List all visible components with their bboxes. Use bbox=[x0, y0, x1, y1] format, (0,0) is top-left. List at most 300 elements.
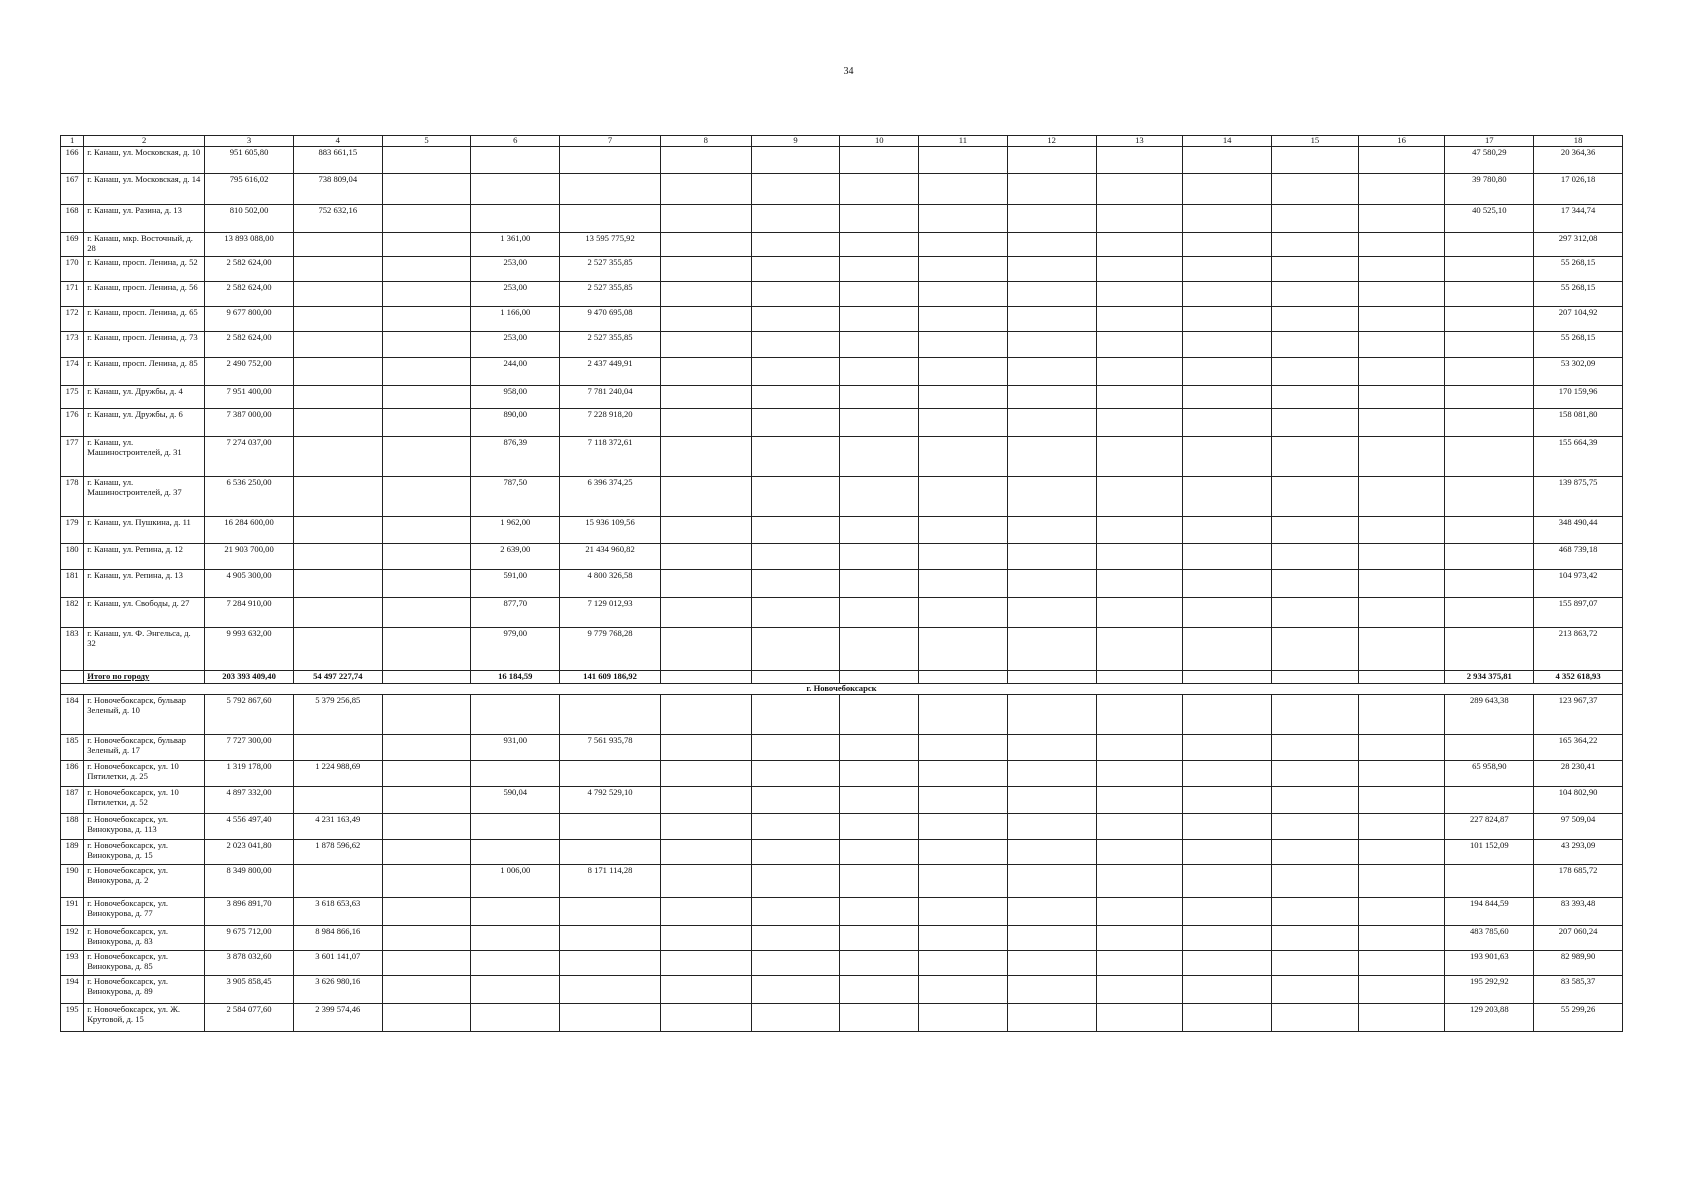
row-number: 187 bbox=[61, 787, 84, 814]
column-header-8: 8 bbox=[660, 136, 751, 147]
cell-col-11 bbox=[919, 735, 1008, 761]
cell-col-7: 2 527 355,85 bbox=[560, 282, 661, 307]
cell-col-9 bbox=[751, 307, 840, 332]
cell-col-10 bbox=[840, 174, 919, 205]
cell-col-5 bbox=[382, 386, 471, 409]
cell-col-16 bbox=[1358, 358, 1445, 386]
cell-col-7: 7 228 918,20 bbox=[560, 409, 661, 437]
cell-col-3: 2 582 624,00 bbox=[205, 282, 294, 307]
cell-col-6: 253,00 bbox=[471, 332, 560, 358]
cell-col-10 bbox=[840, 695, 919, 735]
row-address: г. Канаш, просп. Ленина, д. 56 bbox=[84, 282, 205, 307]
cell-col-12 bbox=[1007, 570, 1096, 598]
cell-col-3: 4 556 497,40 bbox=[205, 814, 294, 840]
cell-col-8 bbox=[660, 409, 751, 437]
cell-col-13 bbox=[1096, 814, 1183, 840]
cell-col-9 bbox=[751, 976, 840, 1004]
cell-col-5 bbox=[382, 1004, 471, 1032]
cell-col-15 bbox=[1272, 233, 1359, 257]
cell-col-12 bbox=[1007, 386, 1096, 409]
row-number: 191 bbox=[61, 898, 84, 926]
cell-col-5 bbox=[382, 787, 471, 814]
table-row bbox=[61, 735, 1623, 761]
cell-col-10 bbox=[840, 205, 919, 233]
cell-col-8 bbox=[660, 865, 751, 898]
cell-col-4 bbox=[293, 477, 382, 517]
cell-col-7: 9 470 695,08 bbox=[560, 307, 661, 332]
cell-col-4 bbox=[293, 409, 382, 437]
cell-col-11 bbox=[919, 205, 1008, 233]
cell-col-16 bbox=[1358, 147, 1445, 174]
row-number: 190 bbox=[61, 865, 84, 898]
cell-col-18: 104 802,90 bbox=[1534, 787, 1623, 814]
cell-col-8 bbox=[660, 147, 751, 174]
cell-col-17: 227 824,87 bbox=[1445, 814, 1534, 840]
table-row bbox=[61, 787, 1623, 814]
row-number: 185 bbox=[61, 735, 84, 761]
row-number: 194 bbox=[61, 976, 84, 1004]
cell-col-14 bbox=[1183, 598, 1272, 628]
cell-col-4 bbox=[293, 386, 382, 409]
cell-col-10 bbox=[840, 787, 919, 814]
cell-col-7: 2 527 355,85 bbox=[560, 332, 661, 358]
row-number: 168 bbox=[61, 205, 84, 233]
row-number: 188 bbox=[61, 814, 84, 840]
cell-col-7: 21 434 960,82 bbox=[560, 544, 661, 570]
cell-col-8 bbox=[660, 517, 751, 544]
cell-col-4 bbox=[293, 735, 382, 761]
cell-col-8 bbox=[660, 386, 751, 409]
cell-col-6: 1 962,00 bbox=[471, 517, 560, 544]
cell-col-10 bbox=[840, 898, 919, 926]
cell-col-11 bbox=[919, 695, 1008, 735]
cell-col-15 bbox=[1272, 695, 1359, 735]
cell-col-7: 13 595 775,92 bbox=[560, 233, 661, 257]
cell-col-6: 591,00 bbox=[471, 570, 560, 598]
table-row bbox=[61, 307, 1623, 332]
cell-col-18: 170 159,96 bbox=[1534, 386, 1623, 409]
cell-col-14 bbox=[1183, 865, 1272, 898]
cell-col-9 bbox=[751, 814, 840, 840]
cell-col-7: 4 800 326,58 bbox=[560, 570, 661, 598]
cell-col-18: 83 393,48 bbox=[1534, 898, 1623, 926]
register-table bbox=[60, 135, 1623, 1032]
cell-col-12 bbox=[1007, 282, 1096, 307]
row-address: г. Канаш, просп. Ленина, д. 85 bbox=[84, 358, 205, 386]
cell-col-11 bbox=[919, 386, 1008, 409]
column-header-2: 2 bbox=[84, 136, 205, 147]
row-address: г. Новочебоксарск, бульвар Зеленый, д. 10 bbox=[84, 695, 205, 735]
cell-col-17 bbox=[1445, 386, 1534, 409]
cell-col-12 bbox=[1007, 437, 1096, 477]
cell-col-18: 55 268,15 bbox=[1534, 257, 1623, 282]
cell-col-10 bbox=[840, 570, 919, 598]
cell-col-8 bbox=[660, 233, 751, 257]
cell-col-5 bbox=[382, 695, 471, 735]
column-header-10: 10 bbox=[840, 136, 919, 147]
cell-col-16 bbox=[1358, 787, 1445, 814]
cell-col-14 bbox=[1183, 437, 1272, 477]
cell-col-10 bbox=[840, 761, 919, 787]
cell-col-12 bbox=[1007, 205, 1096, 233]
table-row bbox=[61, 598, 1623, 628]
cell-col-18: 83 585,37 bbox=[1534, 976, 1623, 1004]
cell-col-6 bbox=[471, 840, 560, 865]
cell-col-9 bbox=[751, 840, 840, 865]
cell-col-17: 47 580,29 bbox=[1445, 147, 1534, 174]
row-number: 178 bbox=[61, 477, 84, 517]
cell-col-7 bbox=[560, 898, 661, 926]
cell-col-14 bbox=[1183, 257, 1272, 282]
cell-col-9 bbox=[751, 544, 840, 570]
cell-col-13 bbox=[1096, 865, 1183, 898]
row-address: г. Новочебоксарск, ул. Винокурова, д. 85 bbox=[84, 951, 205, 976]
cell-col-15 bbox=[1272, 332, 1359, 358]
cell-col-3: 8 349 800,00 bbox=[205, 865, 294, 898]
cell-col-13 bbox=[1096, 409, 1183, 437]
row-number: 171 bbox=[61, 282, 84, 307]
cell-col-10 bbox=[840, 147, 919, 174]
cell-col-5 bbox=[382, 735, 471, 761]
cell-col-11 bbox=[919, 814, 1008, 840]
cell-col-14 bbox=[1183, 307, 1272, 332]
cell-col-3: 21 903 700,00 bbox=[205, 544, 294, 570]
row-number: 189 bbox=[61, 840, 84, 865]
cell-col-12 bbox=[1007, 517, 1096, 544]
cell-col-3: 951 605,80 bbox=[205, 147, 294, 174]
row-number: 177 bbox=[61, 437, 84, 477]
cell-col-3: 9 677 800,00 bbox=[205, 307, 294, 332]
cell-col-7 bbox=[560, 174, 661, 205]
cell-col-11 bbox=[919, 409, 1008, 437]
cell-col-4: 752 632,16 bbox=[293, 205, 382, 233]
total-col-18: 4 352 618,93 bbox=[1534, 671, 1623, 684]
cell-col-6: 590,04 bbox=[471, 787, 560, 814]
cell-col-15 bbox=[1272, 307, 1359, 332]
cell-col-15 bbox=[1272, 898, 1359, 926]
cell-col-16 bbox=[1358, 926, 1445, 951]
cell-col-12 bbox=[1007, 544, 1096, 570]
row-address: г. Канаш, ул. Репина, д. 13 bbox=[84, 570, 205, 598]
table-row bbox=[61, 257, 1623, 282]
row-address: г. Канаш, просп. Ленина, д. 52 bbox=[84, 257, 205, 282]
cell-col-11 bbox=[919, 477, 1008, 517]
cell-col-3: 2 490 752,00 bbox=[205, 358, 294, 386]
cell-col-14 bbox=[1183, 544, 1272, 570]
cell-col-17 bbox=[1445, 477, 1534, 517]
cell-col-12 bbox=[1007, 735, 1096, 761]
cell-col-5 bbox=[382, 233, 471, 257]
cell-col-17 bbox=[1445, 409, 1534, 437]
total-col-8 bbox=[660, 671, 751, 684]
cell-col-11 bbox=[919, 332, 1008, 358]
cell-col-18: 297 312,08 bbox=[1534, 233, 1623, 257]
cell-col-3: 7 284 910,00 bbox=[205, 598, 294, 628]
cell-col-8 bbox=[660, 628, 751, 671]
cell-col-16 bbox=[1358, 865, 1445, 898]
cell-col-18: 17 344,74 bbox=[1534, 205, 1623, 233]
cell-col-11 bbox=[919, 787, 1008, 814]
cell-col-16 bbox=[1358, 544, 1445, 570]
cell-col-17: 65 958,90 bbox=[1445, 761, 1534, 787]
cell-col-10 bbox=[840, 409, 919, 437]
total-col-16 bbox=[1358, 671, 1445, 684]
cell-col-6 bbox=[471, 1004, 560, 1032]
cell-col-6: 244,00 bbox=[471, 358, 560, 386]
cell-col-7: 7 118 372,61 bbox=[560, 437, 661, 477]
cell-col-16 bbox=[1358, 761, 1445, 787]
row-number: 193 bbox=[61, 951, 84, 976]
row-number: 175 bbox=[61, 386, 84, 409]
table-row bbox=[61, 409, 1623, 437]
cell-col-15 bbox=[1272, 205, 1359, 233]
cell-col-18: 55 268,15 bbox=[1534, 282, 1623, 307]
table-row bbox=[61, 840, 1623, 865]
table-row bbox=[61, 695, 1623, 735]
row-number: 166 bbox=[61, 147, 84, 174]
row-address: г. Канаш, мкр. Восточный, д. 28 bbox=[84, 233, 205, 257]
cell-col-15 bbox=[1272, 257, 1359, 282]
cell-col-16 bbox=[1358, 517, 1445, 544]
cell-col-7 bbox=[560, 840, 661, 865]
cell-col-17: 483 785,60 bbox=[1445, 926, 1534, 951]
row-address: г. Новочебоксарск, ул. Ж. Крутовой, д. 15 bbox=[84, 1004, 205, 1032]
table-row bbox=[61, 147, 1623, 174]
table-row bbox=[61, 570, 1623, 598]
cell-col-18: 104 973,42 bbox=[1534, 570, 1623, 598]
cell-col-11 bbox=[919, 976, 1008, 1004]
cell-col-4: 738 809,04 bbox=[293, 174, 382, 205]
cell-col-8 bbox=[660, 598, 751, 628]
cell-col-11 bbox=[919, 865, 1008, 898]
cell-col-14 bbox=[1183, 205, 1272, 233]
cell-col-10 bbox=[840, 628, 919, 671]
cell-col-15 bbox=[1272, 951, 1359, 976]
cell-col-16 bbox=[1358, 570, 1445, 598]
cell-col-7 bbox=[560, 814, 661, 840]
cell-col-14 bbox=[1183, 761, 1272, 787]
cell-col-7: 15 936 109,56 bbox=[560, 517, 661, 544]
cell-col-14 bbox=[1183, 787, 1272, 814]
cell-col-18: 20 364,36 bbox=[1534, 147, 1623, 174]
cell-col-17: 289 643,38 bbox=[1445, 695, 1534, 735]
row-number: 184 bbox=[61, 695, 84, 735]
cell-col-16 bbox=[1358, 898, 1445, 926]
section-header-row bbox=[61, 684, 1623, 695]
row-number: 167 bbox=[61, 174, 84, 205]
row-address: г. Новочебоксарск, ул. Винокурова, д. 83 bbox=[84, 926, 205, 951]
total-col-6: 16 184,59 bbox=[471, 671, 560, 684]
cell-col-16 bbox=[1358, 205, 1445, 233]
column-header-15: 15 bbox=[1272, 136, 1359, 147]
cell-col-7 bbox=[560, 761, 661, 787]
table-row bbox=[61, 205, 1623, 233]
row-number: 172 bbox=[61, 307, 84, 332]
cell-col-13 bbox=[1096, 437, 1183, 477]
cell-col-4 bbox=[293, 628, 382, 671]
cell-col-4 bbox=[293, 787, 382, 814]
cell-col-18: 43 293,09 bbox=[1534, 840, 1623, 865]
row-number: 181 bbox=[61, 570, 84, 598]
cell-col-14 bbox=[1183, 174, 1272, 205]
cell-col-10 bbox=[840, 517, 919, 544]
table-row bbox=[61, 437, 1623, 477]
cell-col-12 bbox=[1007, 926, 1096, 951]
row-number: 176 bbox=[61, 409, 84, 437]
cell-col-6: 253,00 bbox=[471, 282, 560, 307]
column-header-3: 3 bbox=[205, 136, 294, 147]
cell-col-4 bbox=[293, 307, 382, 332]
cell-col-12 bbox=[1007, 628, 1096, 671]
cell-col-10 bbox=[840, 282, 919, 307]
cell-col-8 bbox=[660, 695, 751, 735]
cell-col-10 bbox=[840, 257, 919, 282]
cell-col-9 bbox=[751, 332, 840, 358]
table-row bbox=[61, 898, 1623, 926]
table-row bbox=[61, 544, 1623, 570]
cell-col-8 bbox=[660, 358, 751, 386]
cell-col-18: 82 989,90 bbox=[1534, 951, 1623, 976]
cell-col-14 bbox=[1183, 570, 1272, 598]
cell-col-15 bbox=[1272, 1004, 1359, 1032]
row-number: 195 bbox=[61, 1004, 84, 1032]
cell-col-9 bbox=[751, 628, 840, 671]
cell-col-7 bbox=[560, 1004, 661, 1032]
cell-col-9 bbox=[751, 233, 840, 257]
cell-col-11 bbox=[919, 358, 1008, 386]
cell-col-5 bbox=[382, 761, 471, 787]
row-address: г. Канаш, ул. Дружбы, д. 6 bbox=[84, 409, 205, 437]
cell-col-7 bbox=[560, 951, 661, 976]
cell-col-11 bbox=[919, 628, 1008, 671]
cell-col-5 bbox=[382, 332, 471, 358]
total-col-7: 141 609 186,92 bbox=[560, 671, 661, 684]
cell-col-5 bbox=[382, 951, 471, 976]
cell-col-7: 9 779 768,28 bbox=[560, 628, 661, 671]
cell-col-17: 193 901,63 bbox=[1445, 951, 1534, 976]
cell-col-9 bbox=[751, 147, 840, 174]
cell-col-8 bbox=[660, 257, 751, 282]
cell-col-8 bbox=[660, 787, 751, 814]
cell-col-8 bbox=[660, 976, 751, 1004]
row-address: г. Канаш, ул. Разина, д. 13 bbox=[84, 205, 205, 233]
cell-col-10 bbox=[840, 477, 919, 517]
cell-col-15 bbox=[1272, 477, 1359, 517]
cell-col-9 bbox=[751, 951, 840, 976]
cell-col-9 bbox=[751, 517, 840, 544]
cell-col-15 bbox=[1272, 735, 1359, 761]
cell-col-14 bbox=[1183, 628, 1272, 671]
cell-col-18: 207 060,24 bbox=[1534, 926, 1623, 951]
section-title: г. Новочебоксарск bbox=[61, 684, 1623, 695]
cell-col-9 bbox=[751, 865, 840, 898]
cell-col-4 bbox=[293, 332, 382, 358]
cell-col-9 bbox=[751, 358, 840, 386]
cell-col-3: 7 727 300,00 bbox=[205, 735, 294, 761]
cell-col-17 bbox=[1445, 787, 1534, 814]
cell-col-17: 39 780,80 bbox=[1445, 174, 1534, 205]
cell-col-5 bbox=[382, 437, 471, 477]
cell-col-16 bbox=[1358, 332, 1445, 358]
cell-col-11 bbox=[919, 898, 1008, 926]
cell-col-9 bbox=[751, 898, 840, 926]
cell-col-10 bbox=[840, 307, 919, 332]
cell-col-8 bbox=[660, 544, 751, 570]
cell-col-18: 158 081,80 bbox=[1534, 409, 1623, 437]
table-row bbox=[61, 951, 1623, 976]
row-number: 186 bbox=[61, 761, 84, 787]
cell-col-7 bbox=[560, 205, 661, 233]
column-header-9: 9 bbox=[751, 136, 840, 147]
row-number: 169 bbox=[61, 233, 84, 257]
cell-col-14 bbox=[1183, 233, 1272, 257]
cell-col-12 bbox=[1007, 840, 1096, 865]
cell-col-14 bbox=[1183, 517, 1272, 544]
cell-col-12 bbox=[1007, 814, 1096, 840]
cell-col-14 bbox=[1183, 147, 1272, 174]
table-row bbox=[61, 628, 1623, 671]
cell-col-18: 468 739,18 bbox=[1534, 544, 1623, 570]
cell-col-6: 253,00 bbox=[471, 257, 560, 282]
cell-col-9 bbox=[751, 282, 840, 307]
table-row bbox=[61, 386, 1623, 409]
total-col-12 bbox=[1007, 671, 1096, 684]
cell-col-11 bbox=[919, 257, 1008, 282]
cell-col-14 bbox=[1183, 386, 1272, 409]
cell-col-5 bbox=[382, 409, 471, 437]
column-header-1: 1 bbox=[61, 136, 84, 147]
cell-col-9 bbox=[751, 787, 840, 814]
cell-col-4: 883 661,15 bbox=[293, 147, 382, 174]
row-number: 182 bbox=[61, 598, 84, 628]
cell-col-13 bbox=[1096, 898, 1183, 926]
cell-col-7: 4 792 529,10 bbox=[560, 787, 661, 814]
cell-col-7 bbox=[560, 695, 661, 735]
cell-col-18: 53 302,09 bbox=[1534, 358, 1623, 386]
cell-col-18: 178 685,72 bbox=[1534, 865, 1623, 898]
cell-col-10 bbox=[840, 926, 919, 951]
cell-col-7: 7 781 240,04 bbox=[560, 386, 661, 409]
cell-col-12 bbox=[1007, 951, 1096, 976]
cell-col-13 bbox=[1096, 840, 1183, 865]
cell-col-12 bbox=[1007, 307, 1096, 332]
cell-col-13 bbox=[1096, 257, 1183, 282]
cell-col-14 bbox=[1183, 926, 1272, 951]
cell-col-3: 9 675 712,00 bbox=[205, 926, 294, 951]
cell-col-15 bbox=[1272, 976, 1359, 1004]
row-address: г. Новочебоксарск, ул. Винокурова, д. 2 bbox=[84, 865, 205, 898]
row-address: г. Новочебоксарск, ул. Винокурова, д. 77 bbox=[84, 898, 205, 926]
cell-col-5 bbox=[382, 174, 471, 205]
cell-col-8 bbox=[660, 951, 751, 976]
cell-col-12 bbox=[1007, 761, 1096, 787]
cell-col-13 bbox=[1096, 282, 1183, 307]
cell-col-6: 890,00 bbox=[471, 409, 560, 437]
cell-col-17 bbox=[1445, 544, 1534, 570]
table-row bbox=[61, 174, 1623, 205]
cell-col-12 bbox=[1007, 598, 1096, 628]
cell-col-3: 3 878 032,60 bbox=[205, 951, 294, 976]
cell-col-15 bbox=[1272, 147, 1359, 174]
cell-col-16 bbox=[1358, 976, 1445, 1004]
cell-col-16 bbox=[1358, 174, 1445, 205]
cell-col-8 bbox=[660, 1004, 751, 1032]
cell-col-7: 7 561 935,78 bbox=[560, 735, 661, 761]
cell-col-14 bbox=[1183, 409, 1272, 437]
row-address: г. Канаш, просп. Ленина, д. 65 bbox=[84, 307, 205, 332]
cell-col-14 bbox=[1183, 332, 1272, 358]
table-row bbox=[61, 976, 1623, 1004]
